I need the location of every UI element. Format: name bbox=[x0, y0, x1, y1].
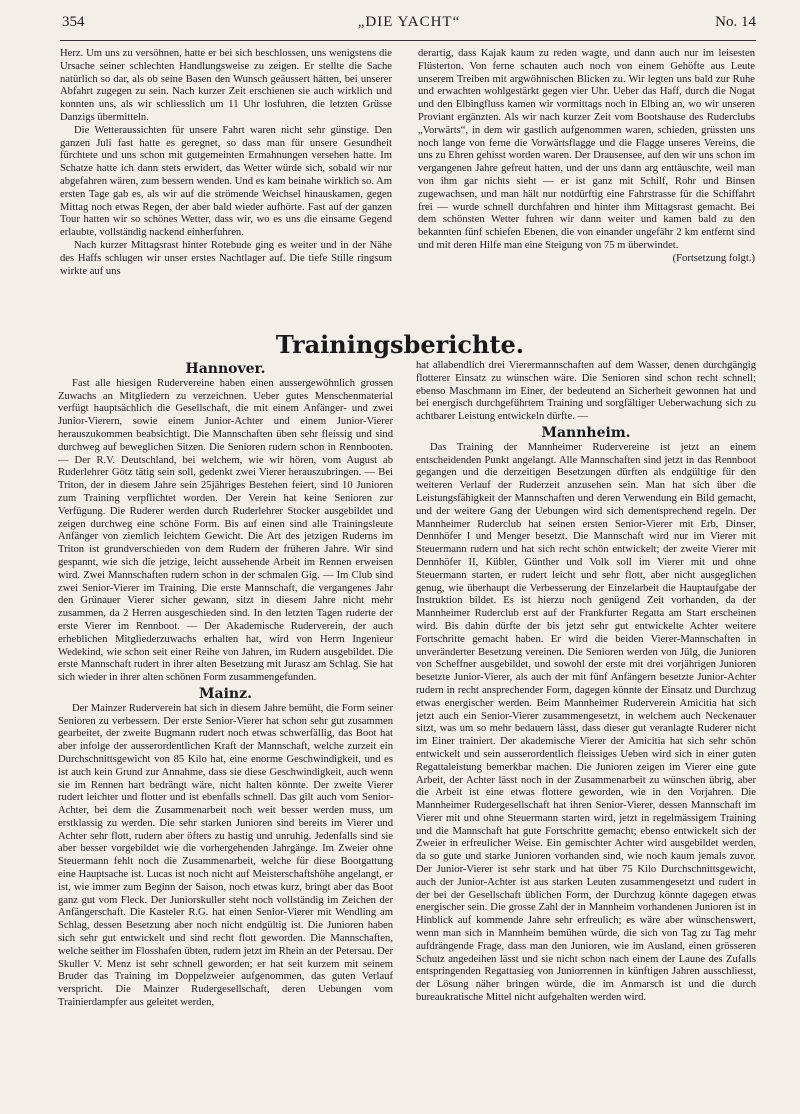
paragraph: derartig, dass Kajak kaum zu reden wagte, und dann auch nur im leisesten Flüsterton. Von ferne schauten auch noch von einem Gehöfte aus Leute unserem Treiben mit argwöhnischen Blicken zu. Wir legten uns bald zur Ruhe und erwachten wohlgestärkt gegen vier Uhr. Ueber das Haff, durch die Nogat und den Elbingfluss kamen wir vormittags noch in Elbing an, wo wir unseren Proviant ergänzten. Als wir nach kurzer Zeit vom Bootshause des Ruderclubs „Vorwärts“, in dem wir gastlich aufgenommen waren, schieden, grüssten uns noch lange von ferne die Vorwärtsflagge und die Flagge unseres Vereins, die uns zu Ehren gehisst worden waren. Der Drausensee, auf den wir uns schon im vergangenen Jahre gefreut hatten, und der uns dann arg enttäuschte, weil man von ihm gar nichts sieht — er ist ganz mit Schilf, Rohr und Binsen zugewachsen, und man hält nur notdürftig eine Fahrstrasse für die Schiffahrt frei — wurde schnell durchfahren und hinter ihm Mittagsrast gemacht. Bei dem schönsten Wetter fuhren wir dann weiter und kamen bald zu den bekannten fünf schiefen Ebenen, die von einander ungefähr 2 km entfernt sind und mit deren Hilfe man eine Steigung von 75 m überwindet. bbox=[418, 48, 755, 251]
travel-report-left-column bbox=[60, 48, 392, 336]
mainz-report: Der Mainzer Ruderverein hat sich in diesem Jahre bemüht, die Form seiner Senioren zu verbessern. Der erste Senior-Vierer hat schon sehr gut zusammen gearbeitet, der zweite Bugmann rudert noch etwas schwerfällig, das Boot hat aber infolge der ausserordentlichen Kraft der Mannschaft, welche zurzeit ein Durchschnittsgewicht von 85 Kilo hat, eine enorme Geschwindigkeit, und es ist auch kein Grund zur Annahme, dass sie diese Geschwindigkeit, auch wenn sie im Rennen hart bedrängt wäre, nicht halten könnte. Der zweite Vierer rudert leichter und flotter und ist ebenfalls schnell. Das gilt auch vom Senior-Achter, bei dem die Zusammenarbeit noch weit besser werden muss, um erstklassig zu werden. Die sehr starken Junioren sind bereits im Vierer und Achter sehr flott, rudern aber öfters zu hastig und unruhig. Jedenfalls sind sie aber besser vorgebildet wie die vorhergehenden Jahrgänge. Im Zweier ohne Steuermann fehlt noch die Zusammenarbeit, welche für diese Bootgattung eine Hauptsache ist. Lucas ist noch nicht auf Meisterschaftshöhe angelangt, er ist, wie immer zum Beginn der Saison, noch etwas kurz, bringt aber das Boot ganz gut vom Fleck. Der Juniorskuller steht noch vollständig im Zeichen der Anfängerschaft. Die Kasteler R.G. hat einen Senior-Vierer mit Wendling am Schlag, dessen Besetzung aber noch nicht endgültig ist. Die Junioren haben sich sehr gut entwickelt und sind recht flott geworden. Die Mannschaften, welche seither im Flosshafen übten, rudern jetzt im Rhein an der Petersau. Der Skuller V. Menz ist sehr schnell geworden; er hat seit kurzem mit seinem Bruder das Training im Doppelzweier aufgenommen, das guten Verlauf verspricht. Die Mainzer Rudergesellschaft, deren Uebungen vom Trainierdampfer aus geleitet werden, bbox=[58, 702, 393, 1009]
paragraph: Die Wetteraussichten für unsere Fahrt waren nicht sehr günstige. Den ganzen Juli fast hatte es geregnet, so dass man für unsere Gesundheit fürchtete und uns schon mit gutgemeinten Ermahnungen versehen hatte. Im Schatze hatte ich dann stets erwidert, das Wetter würde sich, sobald wir nur abgefahren wären, zum bessern wenden. Und es kam beinahe wirklich so. Am ersten Tage gab es, als wir auf die strömende Weichsel hinauskamen, gegen Mittag noch etwas Regen, der aber bald wieder aufhörte. Fast auf der ganzen Tour hatten wir so schönes Wetter, dass wir, wo es uns die einsame Gegend erlaubte, vollständig nackend einherfuhren. bbox=[60, 124, 392, 239]
travel-report-right-column bbox=[418, 48, 755, 340]
section-title: Trainingsberichte. bbox=[275, 330, 525, 359]
journal-title: „DIE YACHT“ bbox=[357, 14, 461, 30]
training-left-column bbox=[58, 360, 393, 1102]
page-header bbox=[62, 14, 756, 38]
issue-number: No. 14 bbox=[715, 14, 756, 30]
training-right-column bbox=[416, 360, 756, 1102]
paragraph: Nach kurzer Mittagsrast hinter Rotebude ging es weiter und in der Nähe des Haffs schlugen wir unser erstes Nachtlager auf. Die tiefe Stille ringsum wirkte auf uns bbox=[60, 239, 392, 277]
mannheim-report: Das Training der Mannheimer Rudervereine ist jetzt an einem entscheidenden Punkt angelangt. Alle Mannschaften sind jetzt in das Rennboot gegangen und die derzeitigen Besetzungen dürften als endgültige für den weiteren Verlauf der Ruderzeit anzusehen sein. Man hat sich über die Leistungsfähigkeit der Mannschaften und deren Verwendung ein Bild gemacht, und der weitere Gang der Uebungen wird sich dementsprechend regeln. Der Mannheimer Ruderclub hat seinen ersten Senior-Vierer mit Erb, Dinser, Dennhöfer I und Menger besetzt. Die Mannschaft wird nur im Vierer mit Steuermann rudern und hat sich recht schön entwickelt; der zweite Vierer mit Dennhöfer II, Kübler, Günther und Volk soll im Vierer mit und ohne Steuermann starten, er rudert leicht und sehr flott, aber nicht ausgeglichen genug, wie überhaupt die Verbesserung der Einzelarbeit die Hauptaufgabe der Instruktion bildet. Es ist hierzu noch genügend Zeit vorhanden, da der Mannheimer Ruderclub erst auf der Frankfurter Regatta am Start erscheinen wird. Bis dahin dürfte der bis jetzt sehr gut entwickelte Achter weitere Fortschritte gemacht haben. Er wird die beiden Vierer-Mannschaften in unveränderter Besetzung vereinen. Die Senioren werden von Jülg, die Junioren von Scheffner ausgebildet, und sowohl der erste mit drei vorjährigen Junioren besetzte Junior-Vierer, als auch der mit fünf Anfängern besetzte Junior-Achter rudern in recht ansprechender Form, dagegen könnte der Einsatz und Durchzug etwas energischer werden. Beim Mannheimer Ruderverein Amicitia hat sich jetzt auch ein Senior-Vierer zusammengesetzt, in welchem auch Neckenauer sitzt, was um so mehr bedauern lässt, dass dieser gut veranlagte Ruderer nicht im Einer trainiert. Der akademische Vierer der Amicitia hat sich sehr schön entwickelt und sein ausserordentlich fleissiges Ueben wird sich in einer guten Regattaleistung bemerkbar machen. Die Junioren zeigen im Vierer eine gute Arbeit, der Achter lässt noch in der Zusammenarbeit zu wünschen übrig, aber die Arbeit ist eine etwas flottere geworden, wie in den Vorjahren. Die Mannheimer Rudergesellschaft hat ihren Senior-Vierer, dessen Mannschaft im Vierer mit und ohne Steuermann starten wird, jetzt in regelmässigem Training und die Mannschaft hat gute Fortschritte gemacht; ebenso entwickelt sich der Zweier in erfreulicher Weise. Ein gemischter Achter wird ausgebildet werden, da so gute und starke Junioren vorhanden sind, wie noch kaum jemals zuvor. Der Junior-Vierer ist sehr stark und hat über 75 Kilo Durchschnittsgewicht, auch der Junior-Achter ist aus starken Leuten zusammengesetzt und rudert in der bei der Gesellschaft üblichen Form, der Durchzug könnte dagegen etwas energischer sein. Die grosse Zahl der in Mannheim vorhandenen Junioren ist in Hinblick auf kommende Jahre sehr erfreulich; es wäre aber wünschenswert, wenn man sich in Mannheim bemühen würde, die sich von Tag zu Tag mehr aufdrängende Frage, dass man den Junioren, wie im Ausland, einen grösseren Schutz angedeihen lässt und sie nicht schon nach einem der Laune des Zufalls entspringenden Regattasieg von Juniorrennen in künftigen Jahren ausschliesst, der Lösung näher bringen würde, die im Anmarsch ist und die durch bureaukratische Mittel nicht aufgehalten werden wird. bbox=[416, 441, 756, 1004]
continuation-note: (Fortsetzung folgt.) bbox=[672, 252, 755, 264]
city-heading-mainz: Mainz. bbox=[199, 685, 252, 702]
hannover-report: Fast alle hiesigen Rudervereine haben einen aussergewöhnlich grossen Zuwachs an Mitgliedern zu verzeichnen. Ueber gutes Menschenmaterial verfügt hauptsächlich die Gesellschaft, die mit einem Anfänger- und zwei Junior-Vierern, sowie einem Junior-Achter und einem Junior-Vierer herauszukommen beabsichtigt. Die Mannschaften üben sehr fleissig und sind durchweg auf beweglichen Sitzen. Die Senioren rudern schon in Rennbooten. — Der R.V. Deutschland, bei welchem, wie wir hören, vom August ab Ruderlehrer Götz tätig sein soll, gedenkt zwei Vierer herauszubringen. — Bei Triton, der in diesem Jahre sein 25jähriges Bestehen feiert, sind 10 Junioren zum Training verpflichtet worden. Der Verein hat keine Senioren zur Verfügung. Die Ruderer werden durch Ruderlehrer Stocker ausgebildet und zeigen durchweg eine schöne Form. Bis auf einen sind alle Trainingsleute Anfänger von ziemlich leichtem Gewicht. Die Art des jetzigen Ruderns im Triton ist grundverschieden von dem Rudern der früheren Jahre. Wir sind gespannt, wie sich die jetzige, leicht aussehende Arbeit im Rennen erweisen wird. Zwei Mannschaften rudern schon in der schmalen Gig. — Im Club sind zwei Senior-Vierer im Training. Die erste Mannschaft, die vergangenes Jahr den Grünauer Vierer sicher gewann, sitzt in diesem Jahre nicht mehr zusammen, da 2 Herren ausgeschieden sind. In den letzten Tagen ruderte der erste Vierer im Rennboot. — Der Akademische Ruderverein, der auch erheblichen Mitgliederzuwachs erhalten hat, wird von Herrn Ingenieur Wedekind, wie schon seit einer Reihe von Jahren, im Rudern ausgebildet. Die erste Mannschaft rudert in ihrer alten Besetzung mit Jurasz am Schlag. Sie hat sich wieder in ihrer alten schönen Form zusammengefunden. bbox=[58, 377, 393, 684]
paragraph: Herz. Um uns zu versöhnen, hatte er bei sich beschlossen, uns wenigstens die Ursache seiner schlechten Handlungsweise zu zeigen. Er stellte die Sache natürlich so dar, als ob seine Basen den Wunsch geäussert hätten, bei unserer Abfahrt zugegen zu sein. Nach kurzer Zeit erschienen sie auch wirklich und konnten uns, als wir schliesslich um 11 Uhr losfuhren, die letzten Grüsse Danzigs übermitteln. bbox=[60, 48, 392, 123]
page-number: 354 bbox=[62, 14, 85, 30]
city-heading-hannover: Hannover. bbox=[185, 361, 266, 377]
header-rule bbox=[60, 40, 756, 41]
mainz-report-continued: hat allabendlich drei Vierermannschaften auf dem Wasser, denen durchgängig flotterer Einsatz zu wünschen wäre. Die Senioren sind schon recht schnell; ebenso Maschmann im Einer, der bedeutend an Sicherheit gewonnen hat und bei energisch durchgeführtem Training und sorgfältiger Ueberwachung sich zu achtbarer Leistung entwickeln dürfte. — bbox=[416, 360, 756, 423]
city-heading-mannheim: Mannheim. bbox=[541, 424, 631, 441]
